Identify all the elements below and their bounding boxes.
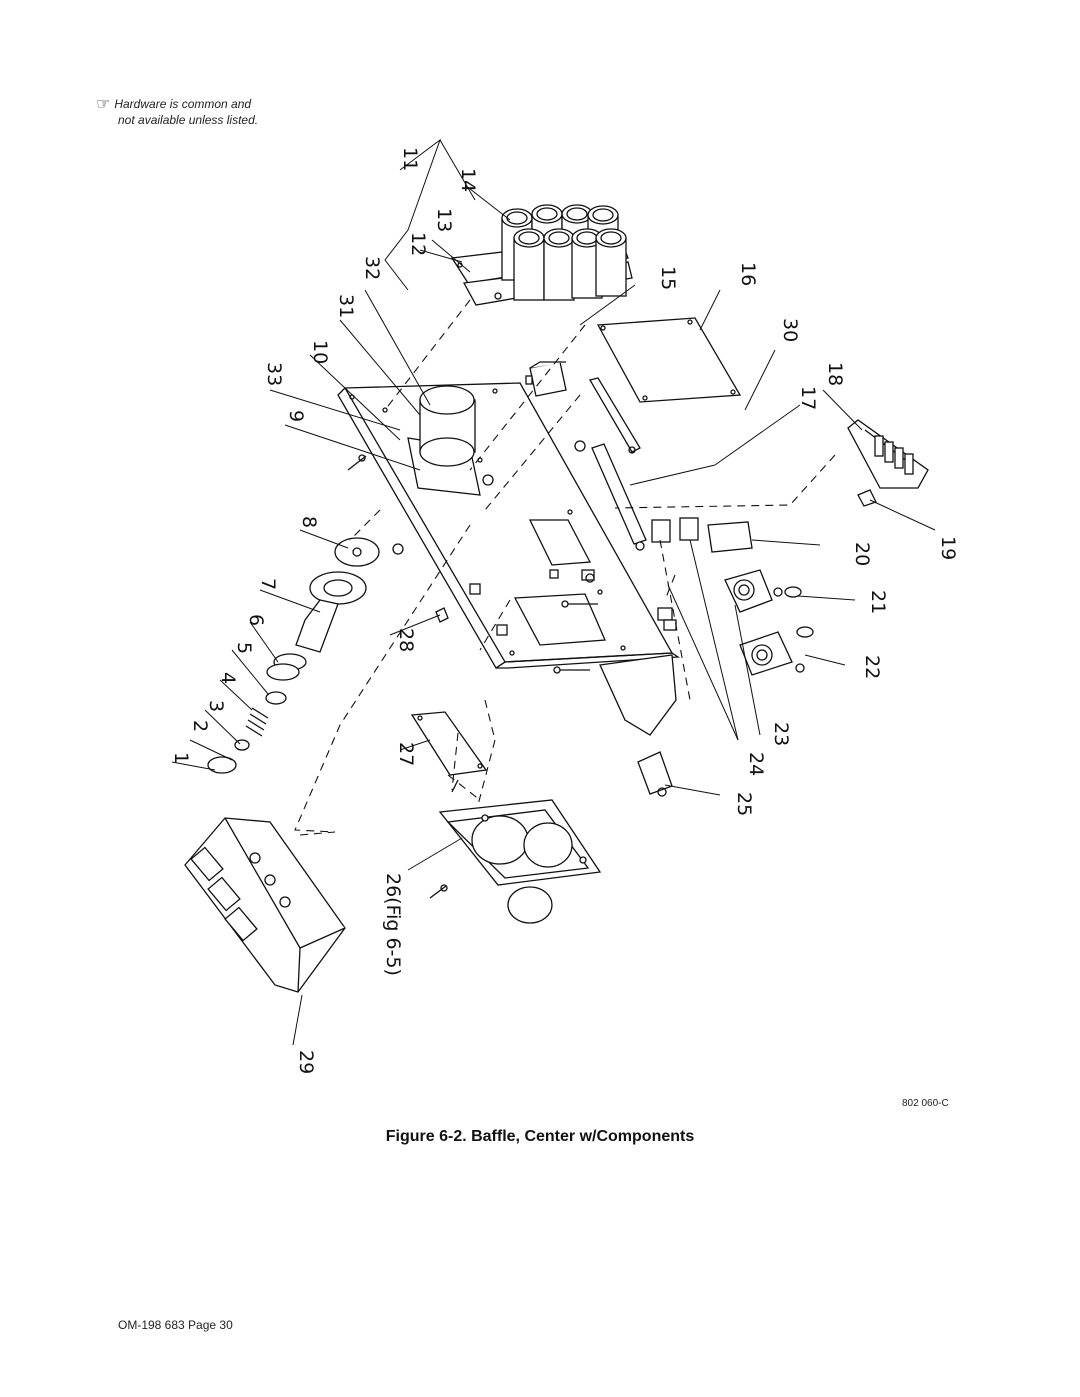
callout-22: 22 bbox=[861, 655, 883, 680]
pointing-hand-icon: ☞ bbox=[96, 94, 111, 113]
callout-21: 21 bbox=[867, 590, 889, 615]
callout-26-fig-6-5: 26(Fig 6-5) bbox=[382, 873, 404, 976]
connector-block bbox=[526, 362, 566, 396]
fan-housing bbox=[185, 818, 345, 992]
callout-20: 20 bbox=[851, 542, 873, 567]
callout-18: 18 bbox=[824, 362, 846, 387]
callout-13: 13 bbox=[433, 208, 455, 233]
callout-12: 12 bbox=[407, 232, 429, 257]
callout-5: 5 bbox=[233, 642, 255, 655]
drawing-number: 802 060-C bbox=[902, 1098, 949, 1109]
hardware-note-line2: not available unless listed. bbox=[118, 113, 259, 127]
rectifier-lower bbox=[740, 627, 813, 675]
callout-9: 9 bbox=[285, 410, 307, 423]
callout-16: 16 bbox=[737, 262, 759, 287]
callout-4: 4 bbox=[217, 672, 239, 685]
figure-caption: Figure 6-2. Baffle, Center w/Components bbox=[385, 1128, 695, 1145]
callout-24: 24 bbox=[745, 752, 767, 777]
plug bbox=[638, 752, 672, 794]
callout-10: 10 bbox=[309, 340, 331, 365]
callout-11: 11 bbox=[399, 147, 421, 172]
callout-29: 29 bbox=[295, 1050, 317, 1075]
callout-14: 14 bbox=[457, 168, 479, 193]
hardware-note-line1: Hardware is common and bbox=[114, 97, 252, 111]
callout-32: 32 bbox=[361, 256, 383, 281]
callout-19: 19 bbox=[937, 536, 959, 561]
callout-3: 3 bbox=[205, 700, 227, 713]
motor-assembly bbox=[440, 800, 600, 923]
callout-2: 2 bbox=[189, 720, 211, 733]
terminal-block bbox=[848, 420, 928, 506]
cover-plate-small bbox=[412, 712, 486, 775]
callout-15: 15 bbox=[657, 266, 679, 291]
callout-1: 1 bbox=[170, 752, 192, 765]
callout-17: 17 bbox=[797, 386, 819, 411]
callout-25: 25 bbox=[733, 792, 755, 817]
callout-27: 27 bbox=[395, 742, 417, 767]
callout-28: 28 bbox=[395, 628, 417, 653]
rectifier-upper bbox=[725, 570, 801, 612]
callout-6: 6 bbox=[245, 614, 267, 627]
callout-8: 8 bbox=[298, 516, 320, 529]
fan-shaft-stack bbox=[208, 538, 403, 773]
callout-23: 23 bbox=[770, 722, 792, 747]
callout-30: 30 bbox=[779, 318, 801, 343]
page-footer: OM-198 683 Page 30 bbox=[118, 1318, 233, 1332]
callout-33: 33 bbox=[263, 362, 285, 387]
callout-7: 7 bbox=[257, 578, 279, 591]
capacitor-bank bbox=[452, 205, 632, 305]
callout-31: 31 bbox=[335, 294, 357, 319]
cover-plate bbox=[598, 318, 740, 402]
